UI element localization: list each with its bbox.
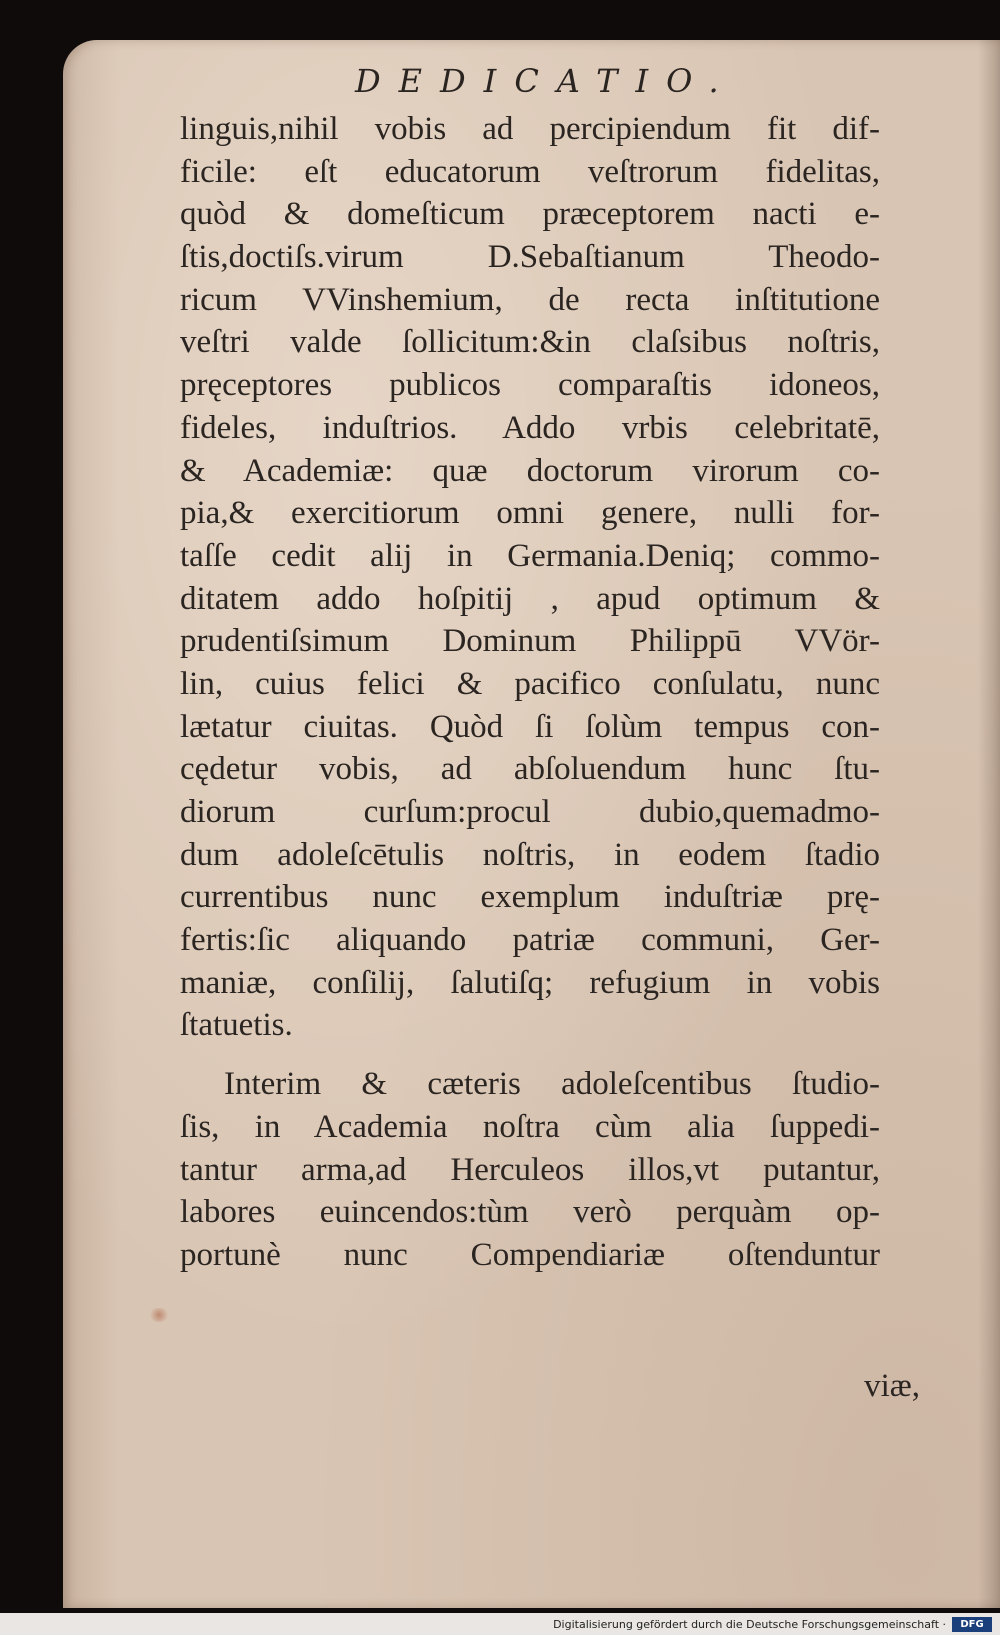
text-line: veſtri valde ſollicitum:&in claſsibus noſtris, — [180, 324, 880, 361]
text-line: pręceptores publicos comparaſtis idoneos, — [180, 367, 880, 404]
text-line: & Academiæ: quæ doctorum virorum co- — [180, 452, 880, 489]
funding-notice: Digitalisierung gefördert durch die Deutsche Forschungsgemeinschaft · — [553, 1618, 946, 1631]
body-text — [180, 108, 880, 1277]
running-header: DEDICATIO. — [355, 62, 737, 100]
footer-bar — [0, 1613, 1000, 1635]
text-line: cędetur vobis, ad abſoluendum hunc ſtu- — [180, 751, 880, 788]
catchword: viæ, — [864, 1368, 920, 1404]
text-line: linguis,nihil vobis ad percipiendum fit dif- — [180, 111, 880, 147]
paper-stain — [149, 1308, 169, 1322]
dfg-logo-icon: DFG — [952, 1617, 992, 1632]
text-line: diorum curſum:procul dubio,quemadmo- — [180, 794, 880, 830]
text-line: lætatur ciuitas. Quòd ſi ſolùm tempus con- — [180, 708, 880, 745]
text-line: portunè nunc Compendiariæ oſtenduntur — [180, 1236, 880, 1273]
text-line: fertis:ſic aliquando patriæ communi, Ger- — [180, 922, 880, 959]
text-line: prudentiſsimum Dominum Philippū VVör- — [180, 623, 880, 660]
text-line: ſis, in Academia noſtra cùm alia ſuppedi- — [180, 1108, 880, 1145]
text-line: ſtatuetis. — [180, 1007, 293, 1044]
text-line: currentibus nunc exemplum induſtriæ prę- — [180, 879, 880, 916]
text-line: ſtis,doctiſs.virum D.Sebaſtianum Theodo- — [180, 239, 880, 276]
text-line: labores euincendos:tùm verò perquàm op- — [180, 1194, 880, 1231]
page-edge-shadow — [978, 40, 1000, 1608]
text-line: tantur arma,ad Herculeos illos,vt putantur, — [180, 1151, 880, 1188]
text-line: maniæ, conſilij, ſalutiſq; refugium in vobis — [180, 964, 880, 1001]
text-line: taſſe cedit alij in Germania.Deniq; commo- — [180, 537, 880, 574]
text-line: fideles, induſtrios. Addo vrbis celebritatē, — [180, 409, 880, 446]
text-line: ficile: eſt educatorum veſtrorum fidelitas, — [180, 153, 880, 190]
paragraph-gap — [180, 1047, 880, 1063]
text-line: quòd & domeſticum præceptorem nacti e- — [180, 196, 880, 233]
text-line: ricum VVinshemium, de recta inſtitutione — [180, 281, 880, 318]
text-line: pia,& exercitiorum omni genere, nulli for- — [180, 495, 880, 532]
text-line: ditatem addo hoſpitij , apud optimum & — [180, 580, 880, 617]
text-line: Interim & cæteris adoleſcentibus ſtudio- — [224, 1066, 880, 1103]
text-line: dum adoleſcētulis noſtris, in eodem ſtadio — [180, 836, 880, 873]
text-line: lin, cuius felici & pacifico conſulatu, nunc — [180, 665, 880, 702]
